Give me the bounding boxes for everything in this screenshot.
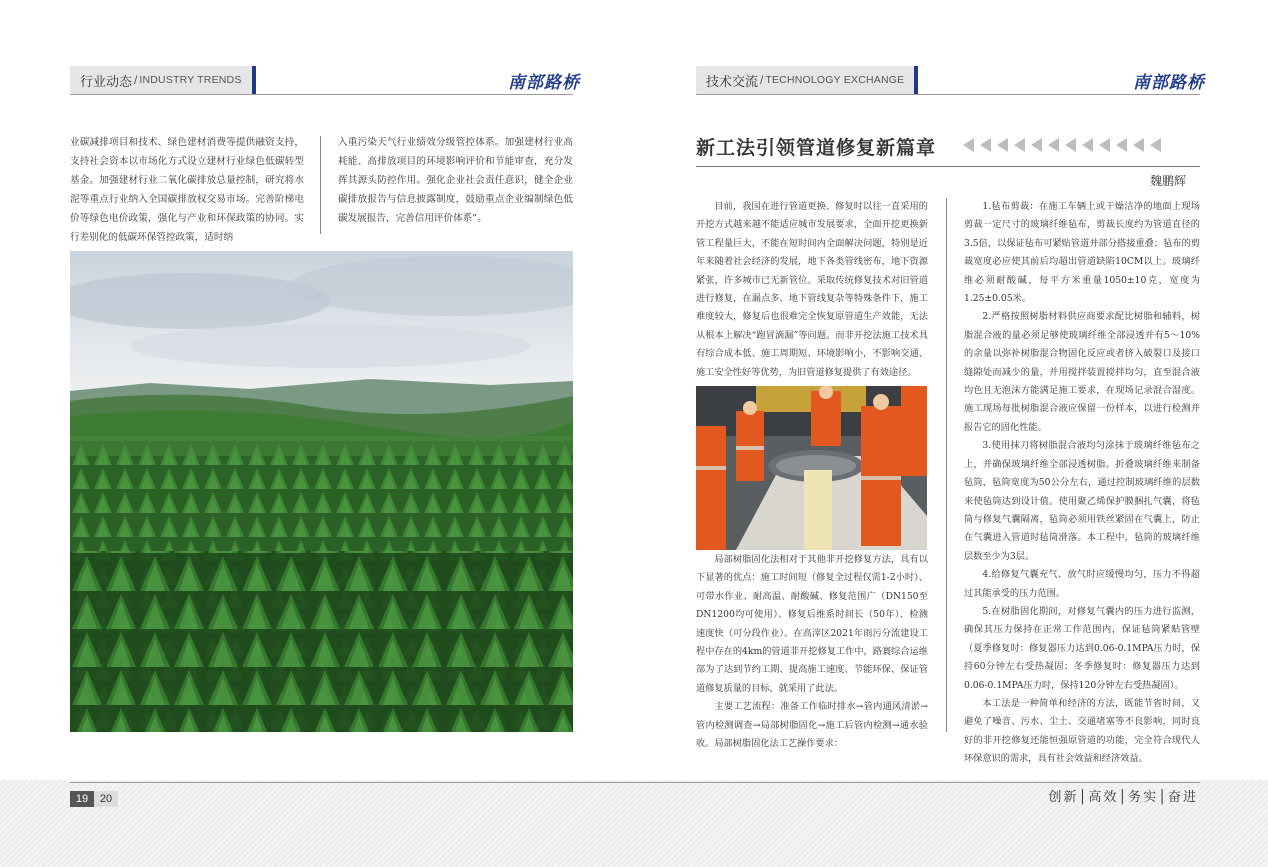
brand-logo: 南部路桥 bbox=[508, 73, 580, 93]
triangle-decoration bbox=[963, 138, 974, 152]
article-title: 新工法引领管道修复新篇章 bbox=[696, 137, 937, 159]
section-title-zh: 行业动态 bbox=[80, 74, 133, 90]
section-separator: / bbox=[760, 73, 764, 87]
section-title-en: INDUSTRY TRENDS bbox=[139, 74, 242, 86]
section-title-en: TECHNOLOGY EXCHANGE bbox=[765, 74, 905, 86]
brand-logo: 南部路桥 bbox=[1133, 73, 1205, 93]
section-separator: / bbox=[134, 73, 138, 87]
column-divider bbox=[946, 198, 947, 732]
paragraph: 业碳减排项目和技术、绿色建材消费等提供融资支持，支持社会资本以市场化方式设立建材行业绿色低碳转型基金。加强建材行业二氧化碳排放总量控制，研究将水泥等重点行业纳入全国碳排放权交易市场。完善阶梯电价等绿色电价政策，强化与产业和环保政策的协同。实行差别化的低碳环保管控政策，适时纳 bbox=[70, 137, 304, 243]
title-decoration bbox=[963, 138, 1161, 152]
section-header-technology bbox=[696, 66, 918, 94]
footer-rule bbox=[70, 782, 1200, 783]
step-paragraph: 1.毡布剪裁：在施工车辆上或干燥洁净的地面上现场剪裁一定尺寸的玻璃纤维毡布，剪裁长度约为管道直径的3.5倍，以保证毡布可紧贴管道并部分搭接重叠；毡布的剪裁宽度必应使其前后均超出管道缺陷10CM以上。玻璃纤维必须耐酸碱，每平方米重量1050±10克，宽度为1.25±0.05米。 bbox=[964, 201, 1200, 305]
article-column-1-top bbox=[696, 198, 928, 382]
triangle-decoration bbox=[980, 138, 991, 152]
step-paragraph: 5.在树脂固化期间，对修复气囊内的压力进行监测，确保其压力保持在正常工作范围内，保证毡筒紧贴管壁（夏季修复时：修复器压力达到0.06-0.1MPA压力时，保持60分钟左右受热凝固；冬季修复时：修复器压力达到0.06-0.1MPA压力时，保持120分钟左右受热凝固）。 bbox=[964, 605, 1200, 691]
article-column-1-bottom bbox=[696, 551, 928, 753]
conclusion-paragraph: 本工法是一种简单和经济的方法，既能节省时间，又避免了噪音、污水、尘土、交通堵塞等不良影响，同时良好的非开挖修复还能恒强原管道的功能，完全符合现代人环保意识的需求，具有社会效益和经济效益。 bbox=[964, 697, 1200, 765]
triangle-decoration bbox=[1099, 138, 1110, 152]
triangle-decoration bbox=[1031, 138, 1042, 152]
triangle-decoration bbox=[1133, 138, 1144, 152]
step-paragraph: 2.严格按照树脂材料供应商要求配比树脂和辅料，树脂混合液的量必须足够使玻璃纤维全部浸透并有5～10%的余量以弥补树脂混合物固化反应或者挤入破裂口及接口缝隙处而减少的量，并用搅拌装置搅拌均匀，直至混合液均色且无泡沫方能满足施工要求，在现场记录混合湿度。施工现场每批树脂混合液应保留一份样本，以进行检测并报告它的固化性能。 bbox=[964, 311, 1200, 433]
triangle-decoration bbox=[1150, 138, 1161, 152]
author-name: 魏鹏辉 bbox=[1150, 174, 1187, 188]
triangle-decoration bbox=[1065, 138, 1076, 152]
paragraph: 主要工艺流程：准备工作临时排水→管内通风清淤→管内检测调查→局部树脂固化→施工后管内检测→通水验收。局部树脂固化法工艺操作要求： bbox=[696, 701, 928, 750]
title-rule bbox=[696, 166, 1200, 167]
paragraph: 目前，我国在进行管道更换、修复时以往一直采用的开挖方式越来越不能适应城市发展要求，全面开挖更换新管工程量巨大，不能在短时间内全面解决问题，特别是近年来随着社会经济的发展，地下各类管线密布，地下资源紧张，许多城市已无新管位。采取传统修复技术对旧管道进行修复，在漏点多、地下管线复杂等特殊条件下，施工难度较大，修复后也很难完全恢复原管道生产效能，无法从根本上解决“跑冒滴漏”等问题。而非开挖法施工技术具有综合成本低、施工周期短、环境影响小，不影响交通、施工安全性好等优势，为旧管道修复提供了有效途径。 bbox=[696, 201, 928, 378]
triangle-decoration bbox=[1048, 138, 1059, 152]
page-number-right: 20 bbox=[94, 791, 118, 807]
section-title-zh: 技术交流 bbox=[706, 74, 759, 90]
step-paragraph: 3.使用抹刀将树脂混合液均匀涂抹于玻璃纤维毡布之上，并确保玻璃纤维全部浸透树脂。折叠玻璃纤维来制备毡筒，毡筒宽度为50公分左右，通过控制玻璃纤维的层数来使毡筒达到设计值。使用聚乙烯保护膜捆扎气囊，将毡筒与修复气囊隔离，毡筒必须用铁丝紧固在气囊上，防止在气囊进入管道时毡筒滑落。本工程中，毡筒的玻璃纤维层数至少为3层。 bbox=[964, 440, 1200, 562]
article-column-2 bbox=[964, 198, 1200, 769]
triangle-decoration bbox=[1116, 138, 1127, 152]
paragraph: 入重污染天气行业绩效分级管控体系。加强建材行业高耗能、高排放项目的环境影响评价和节能审查，充分发挥其源头防控作用。强化企业社会责任意识，健全企业碳排放报告与信息披露制度，鼓励重点企业编制绿色低碳发展报告，完善信用评价体系”。 bbox=[338, 137, 573, 224]
triangle-decoration bbox=[1082, 138, 1093, 152]
section-tab bbox=[696, 66, 918, 94]
page-number-left: 19 bbox=[70, 791, 94, 807]
step-paragraph: 4.给修复气囊充气、放气时应缓慢均匀，压力不得超过其能承受的压力范围。 bbox=[964, 569, 1200, 599]
pipe-repair-photo bbox=[696, 386, 927, 550]
footer-slogan: 创新│高效│务实│奋进 bbox=[1048, 790, 1198, 805]
header-rule bbox=[696, 94, 1200, 95]
triangle-decoration bbox=[997, 138, 1008, 152]
paragraph: 局部树脂固化法相对于其他非开挖修复方法，具有以下显著的优点：施工时间短（修复全过程仅需1-2小时）、可带水作业、耐高温、耐酸碱、修复范围广（DN150至DN1200均可使用）、修复后维系时间长（50年）、检测速度快（可分段作业）。在高滓区2021年雨污分流建设工程中存在的4km的管道非开挖修复工作中，路寰综合运维部为了达到节约工期、提高施工速度、节能环保、保证管道修复质量的目标，就采用了此法。 bbox=[696, 554, 928, 694]
triangle-decoration bbox=[1014, 138, 1025, 152]
